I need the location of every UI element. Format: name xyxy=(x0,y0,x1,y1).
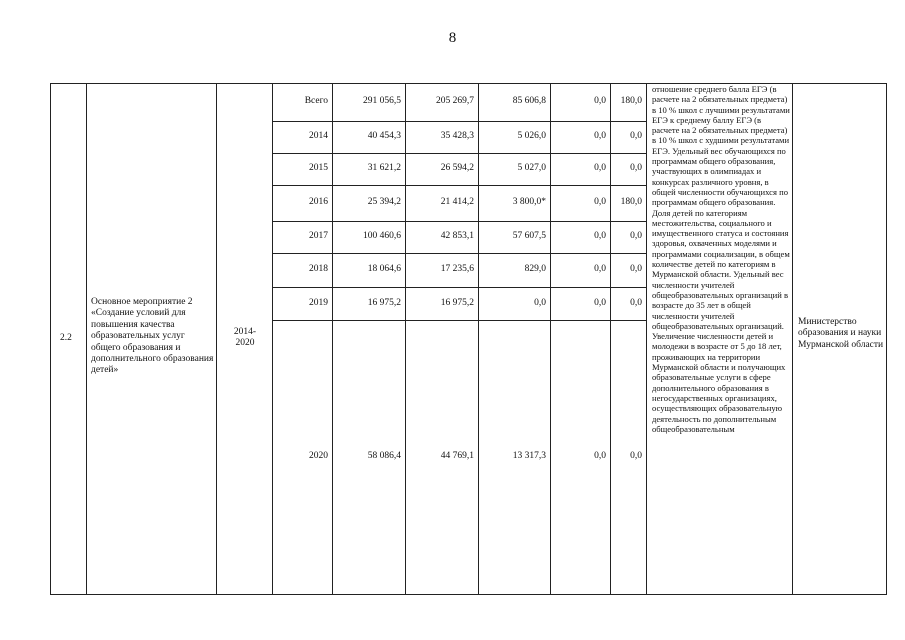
responsible-executor: Министерство образования и науки Мурманской области xyxy=(798,317,884,350)
total-amount-cell: 16 975,2 xyxy=(367,297,401,308)
federal-amount-cell: 5 027,0 xyxy=(517,163,546,173)
column-divider xyxy=(216,83,217,595)
regional-amount-cell: 44 769,1 xyxy=(440,451,474,461)
federal-amount-cell: 57 607,5 xyxy=(512,231,546,241)
other-amount-cell: 0,0 xyxy=(630,131,642,141)
federal-amount-cell: 0,0 xyxy=(534,297,546,308)
year-cell: 2019 xyxy=(309,297,328,308)
local-amount-cell: 0,0 xyxy=(594,297,606,308)
total-amount-cell: 40 454,3 xyxy=(367,131,401,141)
table-bottom-border xyxy=(50,594,887,595)
column-divider xyxy=(272,83,273,595)
regional-amount-cell: 205 269,7 xyxy=(436,96,474,106)
year-cell: 2018 xyxy=(309,264,328,274)
implementation-period: 2014- 2020 xyxy=(233,327,257,349)
column-divider xyxy=(478,83,479,595)
regional-amount-cell: 35 428,3 xyxy=(440,131,474,141)
regional-amount-cell: 42 853,1 xyxy=(440,231,474,241)
local-amount-cell: 0,0 xyxy=(594,197,606,207)
row-divider xyxy=(272,287,646,288)
regional-amount-cell: 16 975,2 xyxy=(440,297,474,308)
federal-amount-cell: 85 606,8 xyxy=(512,96,546,106)
year-cell: 2020 xyxy=(309,451,328,461)
regional-amount-cell: 26 594,2 xyxy=(440,163,474,173)
other-amount-cell: 0,0 xyxy=(630,231,642,241)
total-amount-cell: 25 394,2 xyxy=(367,197,401,207)
indicators-text: отношение среднего балла ЕГЭ (в расчете на 2 обязательных предмета) в 10 % школ с лучшими результатами ЕГЭ к среднему баллу ЕГЭ (в расчете на 2 обязательных предмета) в 10 % школ с худшими результатами ЕГЭ. Удельный вес обучающихся по программам общего образования, участвующих в олимпиадах и конкурсах различного уровня, в общей численности обучающихся по программам общего образования. Доля детей по категориям местожительства, социального и имущественного статуса и состояния здоровья, охваченных моделями и программами социализации, в общем количестве детей по категориям в Мурманской области. Удельный вес численности учителей общеобразовательных организаций в возрасте до 35 лет в общей численности учителей общеобразовательных организаций. Увеличение численности детей и молодежи в возрасте от 5 до 18 лет, проживающих на территории Мурманской области и получающих образовательные услуги в сфере дополнительного образования в негосударственных организациях, осуществляющих образовательную деятельность по дополнительным общеобразовательным xyxy=(652,84,790,434)
total-amount-cell: 18 064,6 xyxy=(367,264,401,274)
regional-amount-cell: 17 235,6 xyxy=(440,264,474,274)
local-amount-cell: 0,0 xyxy=(594,131,606,141)
row-divider xyxy=(272,253,646,254)
year-cell: 2016 xyxy=(309,197,328,207)
federal-amount-cell: 5 026,0 xyxy=(517,131,546,141)
row-divider xyxy=(272,121,646,122)
year-cell: 2014 xyxy=(309,131,328,141)
program-name: Основное мероприятие 2 «Создание условий для повышения качества образовательных услуг общего образования и дополнительного образования детей» xyxy=(91,297,214,376)
federal-amount-cell: 829,0 xyxy=(524,264,546,274)
total-amount-cell: 100 460,6 xyxy=(363,231,401,241)
other-amount-cell: 0,0 xyxy=(630,163,642,173)
other-amount-cell: 180,0 xyxy=(620,96,642,106)
local-amount-cell: 0,0 xyxy=(594,451,606,461)
row-divider xyxy=(272,320,646,321)
regional-amount-cell: 21 414,2 xyxy=(440,197,474,207)
other-amount-cell: 180,0 xyxy=(620,197,642,207)
year-cell: 2017 xyxy=(309,231,328,241)
row-index: 2.2 xyxy=(60,333,72,343)
column-divider xyxy=(86,83,87,595)
row-divider xyxy=(272,185,646,186)
total-amount-cell: 31 621,2 xyxy=(367,163,401,173)
local-amount-cell: 0,0 xyxy=(594,231,606,241)
other-amount-cell: 0,0 xyxy=(630,264,642,274)
column-divider xyxy=(332,83,333,595)
federal-amount-cell: 13 317,3 xyxy=(512,451,546,461)
other-amount-cell: 0,0 xyxy=(630,297,642,308)
column-divider xyxy=(405,83,406,595)
local-amount-cell: 0,0 xyxy=(594,264,606,274)
column-divider xyxy=(646,83,647,595)
total-amount-cell: 291 056,5 xyxy=(363,96,401,106)
year-cell: 2015 xyxy=(309,163,328,173)
year-cell: Всего xyxy=(304,96,328,106)
column-divider xyxy=(610,83,611,595)
row-divider xyxy=(272,221,646,222)
other-amount-cell: 0,0 xyxy=(630,451,642,461)
federal-amount-cell: 3 800,0* xyxy=(512,197,546,207)
local-amount-cell: 0,0 xyxy=(594,96,606,106)
column-divider xyxy=(50,83,51,595)
local-amount-cell: 0,0 xyxy=(594,163,606,173)
page-number: 8 xyxy=(448,30,457,46)
column-divider xyxy=(550,83,551,595)
column-divider xyxy=(792,83,793,595)
row-divider xyxy=(272,153,646,154)
total-amount-cell: 58 086,4 xyxy=(367,451,401,461)
